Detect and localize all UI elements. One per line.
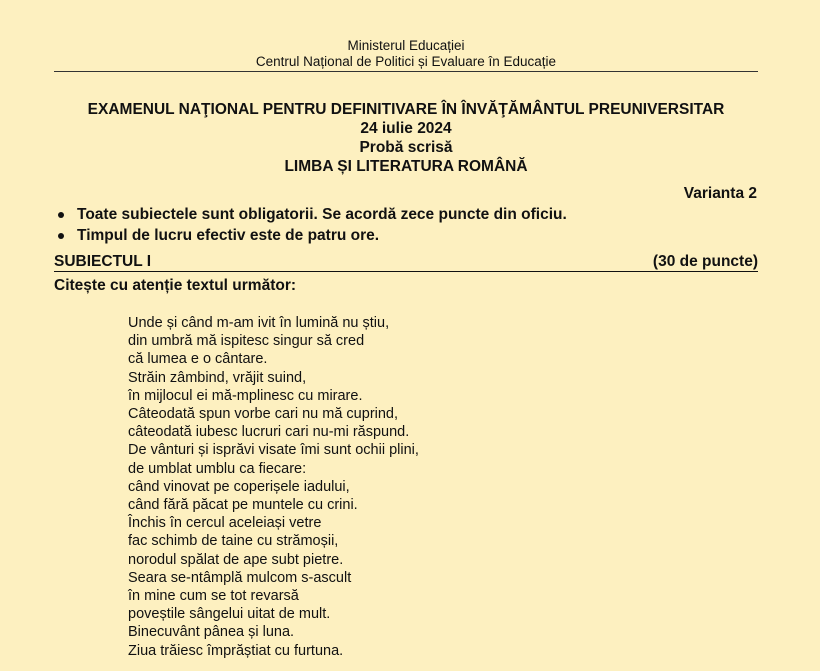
exam-date: 24 iulie 2024 — [360, 120, 452, 137]
poem-line: Unde și când m-am ivit în lumină nu știu, — [128, 315, 390, 331]
poem-line: Închis în cercul aceleiași vetre — [128, 515, 322, 532]
exam-test-type: Probă scrisă — [359, 139, 453, 156]
poem-line: Străin zâmbind, vrăjit suind, — [128, 369, 307, 386]
ministry-name: Ministerul Educației — [347, 38, 465, 53]
poem-line: poveștile sângelui uitat de mult. — [128, 606, 331, 623]
exam-title-block — [54, 100, 758, 176]
poem-line: în mine cum se tot revarsă — [128, 588, 299, 605]
rules-list — [54, 204, 758, 246]
poem-line: Ziua trăiesc împrăștiat cu furtuna. — [128, 642, 344, 659]
poem-line: când vinovat pe coperișele iadului, — [128, 478, 350, 495]
rule-item: Timpul de lucru efectiv este de patru ore. — [54, 225, 758, 246]
section-heading — [54, 253, 758, 272]
center-name: Centrul Național de Politici și Evaluare în Educație — [255, 54, 557, 69]
poem-line: De vânturi și isprăvi visate îmi sunt ochii plini, — [128, 442, 419, 459]
document-header — [54, 38, 758, 70]
poem-line: fac schimb de taine cu strămoșii, — [128, 533, 339, 550]
poem-line: Binecuvânt pânea și luna. — [128, 624, 295, 641]
section-name: SUBIECTUL I — [54, 253, 152, 270]
poem-line: Câteodată spun vorbe cari nu mă cuprind, — [128, 406, 399, 423]
exam-subject: LIMBA ȘI LITERATURA ROMÂNĂ — [284, 158, 528, 175]
poem-line: de umblat umblu ca fiecare: — [128, 460, 307, 477]
header-divider — [54, 71, 758, 72]
poem-line: norodul spălat de ape subt pietre. — [128, 551, 344, 568]
poem-line: din umbră mă ispitesc singur să cred — [128, 333, 365, 350]
poem-line: că lumea e o cântare. — [128, 351, 268, 368]
poem-text — [128, 314, 419, 660]
section-instruction: Citește cu atenție textul următor: — [54, 277, 297, 294]
poem-line: în mijlocul ei mă-mplinesc cu mirare. — [128, 387, 363, 404]
exam-variant: Varianta 2 — [683, 185, 757, 202]
rule-item: Toate subiectele sunt obligatorii. Se acordă zece puncte din oficiu. — [54, 204, 758, 225]
poem-line: când fără păcat pe muntele cu crini. — [128, 497, 358, 514]
section-points: (30 de puncte) — [652, 253, 758, 270]
exam-title: EXAMENUL NAŢIONAL PENTRU DEFINITIVARE ÎN ÎNVĂŢĂMÂNTUL PREUNIVERSITAR — [87, 101, 725, 118]
poem-line: câteodată iubesc lucruri cari nu-mi răspund. — [128, 424, 410, 441]
poem-line: Seara se-ntâmplă mulcom s-ascult — [128, 569, 352, 586]
